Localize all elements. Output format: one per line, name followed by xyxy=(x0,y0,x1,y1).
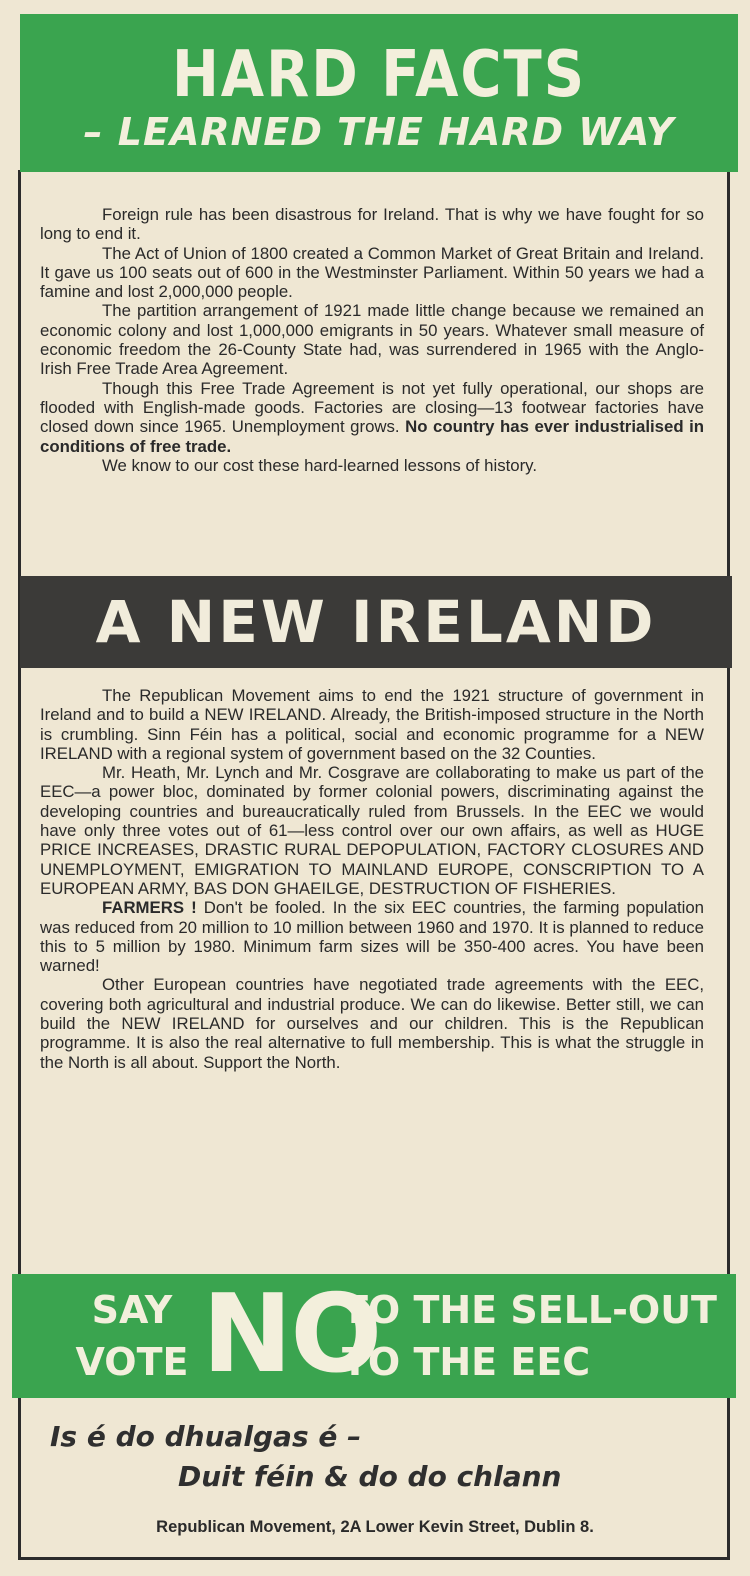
vote-left-words xyxy=(72,1284,192,1388)
publisher-address: Republican Movement, 2A Lower Kevin Street, Dublin 8. xyxy=(156,1518,594,1536)
sell-out-line: TO THE SELL-OUT xyxy=(342,1288,717,1332)
vote-banner xyxy=(12,1274,736,1398)
paragraph: We know to our cost these hard-learned lessons of history. xyxy=(102,455,537,475)
paragraph: Other European countries have negotiated trade agreements with the EEC, covering both agricultural and industrial produce. We can do likewise. Better still, we can build the NEW IRELAND for ourselves and our children. This is the Republican programme. It is also the real alternative to full membership. This is what the struggle in the North is all about. Support the North. xyxy=(40,975,704,1072)
paragraph xyxy=(40,379,704,456)
irish-line-2: Duit féin & do do chlann xyxy=(178,1460,562,1493)
irish-line-1: Is é do dhualgas é – xyxy=(50,1420,362,1453)
eec-line: TO THE EEC xyxy=(342,1340,591,1384)
paragraph: The Act of Union of 1800 created a Common Market of Great Britain and Ireland. It gave us 100 seats out of 600 in the Westminster Parliament. Within 50 years we had a famine and lost 2,000,000 people. xyxy=(40,243,704,302)
paragraph: Foreign rule has been disastrous for Ireland. That is why we have fought for so long to end it. xyxy=(40,205,704,244)
paragraph: The partition arrangement of 1921 made little change because we remained an economic colony and lost 1,000,000 emigrants in 50 years. Whatever small measure of economic freedom the 26-County State had, was surrendered in 1965 with the Anglo-Irish Free Trade Area Agreement. xyxy=(40,301,704,379)
header-title: HARD FACTS xyxy=(171,37,587,112)
bold-statement: No country has ever industrialised in conditions of free trade. xyxy=(40,417,704,456)
paragraph: Mr. Heath, Mr. Lynch and Mr. Cosgrave are collaborating to make us part of the EEC—a power bloc, dominated by former colonial powers, discriminating against the developing countries and bureaucratically ruled from Brussels. In the EEC we would have only three votes out of 61—less control over our own affairs, as well as HUGE PRICE INCREASES, DRASTIC RURAL DEPOPULATION, FACTORY CLOSURES AND UNEMPLOYMENT, EMIGRATION TO MAINLAND EUROPE, CONSCRIPTION TO A EUROPEAN ARMY, BAS DON GHAEILGE, DESTRUCTION OF FISHERIES. xyxy=(40,763,704,898)
vote-word: VOTE xyxy=(75,1340,189,1384)
header-banner xyxy=(20,14,738,172)
section-new-ireland xyxy=(40,686,704,1072)
vote-right-words xyxy=(342,1284,717,1388)
paragraph xyxy=(40,898,704,975)
farmers-heading: FARMERS ! xyxy=(102,898,197,918)
header-subtitle: – LEARNED THE HARD WAY xyxy=(83,110,675,154)
paragraph-text: Don't be fooled. In the six EEC countries, the farming population was reduced from 20 million to 10 million between 1960 and 1970. It is planned to reduce this to 5 million by 1980. Minimum farm sizes will be 350-400 acres. You have been warned! xyxy=(40,898,704,976)
section-title-banner: A NEW IRELAND xyxy=(20,576,732,668)
paragraph-text: Though this Free Trade Agreement is not yet fully operational, our shops are flooded with English-made goods. Factories are closing—13 footwear factories have closed down since 1965. Unemployment grows. xyxy=(40,378,704,437)
say-word: SAY xyxy=(91,1288,173,1332)
paragraph: The Republican Movement aims to end the 1921 structure of government in Ireland and to build a NEW IRELAND. Already, the British-imposed structure in the North is crumbling. Sinn Féin has a political, social and economic programme for a NEW IRELAND with a regional system of government based on the 32 Counties. xyxy=(40,686,704,763)
no-word: NO xyxy=(202,1272,381,1397)
section-hard-facts xyxy=(40,205,704,475)
